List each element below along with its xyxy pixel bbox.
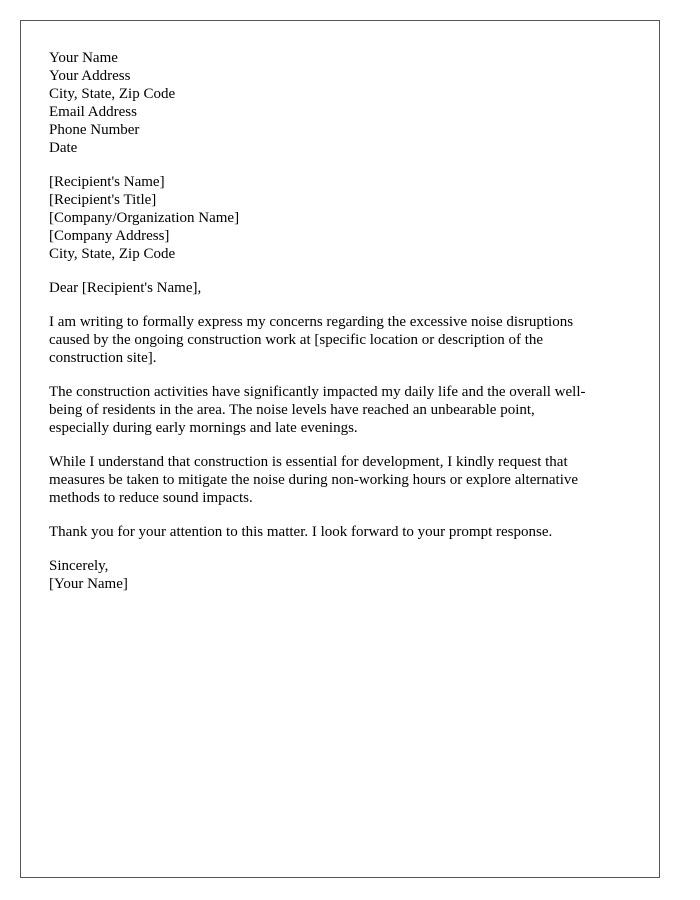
sender-phone: Phone Number xyxy=(49,122,140,138)
letter-page xyxy=(20,20,660,878)
body-paragraph-2 xyxy=(49,383,641,437)
recipient-name: [Recipient's Name] xyxy=(49,174,165,190)
paragraph-line: especially during early mornings and late evenings. xyxy=(49,420,358,436)
paragraph-line: While I understand that construction is essential for development, I kindly request that xyxy=(49,454,568,470)
paragraph-line: caused by the ongoing construction work at [specific location or description of the xyxy=(49,332,544,348)
sender-city-state-zip: City, State, Zip Code xyxy=(49,86,176,102)
paragraph-line: The construction activities have significantly impacted my daily life and the overall well- xyxy=(49,384,586,400)
sender-email: Email Address xyxy=(49,104,137,120)
recipient-city-state-zip: City, State, Zip Code xyxy=(49,246,176,262)
paragraph-line: being of residents in the area. The noise levels have reached an unbearable point, xyxy=(49,402,535,418)
recipient-address: [Company Address] xyxy=(49,228,170,244)
sender-name: Your Name xyxy=(49,50,118,66)
letter-content xyxy=(49,49,641,609)
sender-block xyxy=(49,49,641,157)
paragraph-line: construction site]. xyxy=(49,350,157,366)
paragraph-line: I am writing to formally express my concerns regarding the excessive noise disruptions xyxy=(49,314,574,330)
signature: [Your Name] xyxy=(49,576,128,592)
recipient-block xyxy=(49,173,641,263)
sender-address: Your Address xyxy=(49,68,131,84)
valediction: Sincerely, xyxy=(49,558,109,574)
salutation xyxy=(49,279,641,297)
letter-date: Date xyxy=(49,140,78,156)
recipient-company: [Company/Organization Name] xyxy=(49,210,240,226)
paragraph-line: methods to reduce sound impacts. xyxy=(49,490,253,506)
recipient-title: [Recipient's Title] xyxy=(49,192,157,208)
paragraph-line: measures be taken to mitigate the noise during non-working hours or explore alternative xyxy=(49,472,579,488)
body-paragraph-3 xyxy=(49,453,641,507)
body-paragraph-1 xyxy=(49,313,641,367)
salutation-text: Dear [Recipient's Name], xyxy=(49,280,202,296)
closing-block xyxy=(49,557,641,593)
paragraph-line: Thank you for your attention to this matter. I look forward to your prompt response. xyxy=(49,524,553,540)
body-paragraph-4 xyxy=(49,523,641,541)
